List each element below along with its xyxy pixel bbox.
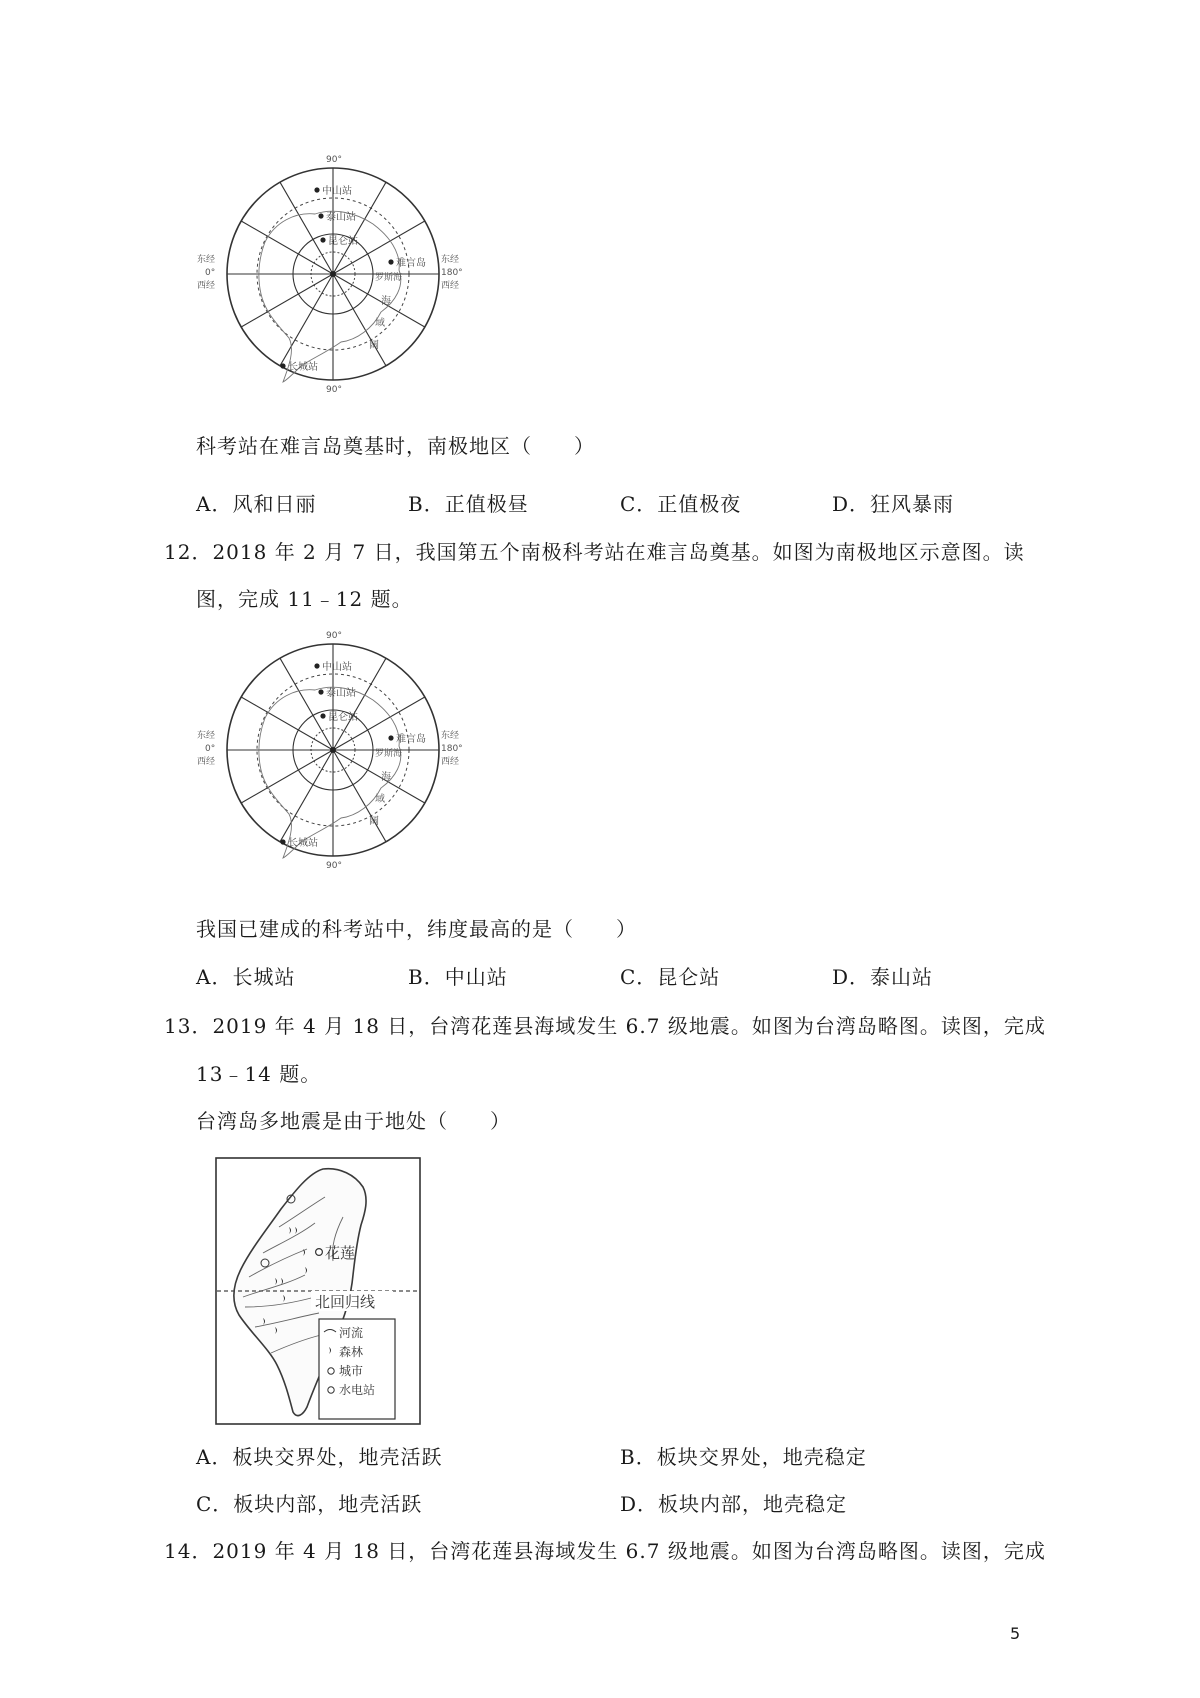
legend-city: 城市 bbox=[339, 1364, 364, 1378]
q11-option-c[interactable]: C．正值极夜 bbox=[620, 492, 742, 516]
station-label: 长城站 bbox=[288, 362, 318, 373]
q14-intro-line1: 14．2019 年 4 月 18 日，台湾花莲县海域发生 6.7 级地震。如图为台湾岛略图。读图，完成 bbox=[164, 1539, 1046, 1563]
station-marker-icon bbox=[388, 735, 393, 740]
q13-option-b[interactable]: B．板块交界处，地壳稳定 bbox=[620, 1445, 867, 1469]
station-marker-icon bbox=[388, 259, 393, 264]
station-marker-icon bbox=[280, 839, 285, 844]
q12-option-d[interactable]: D．泰山站 bbox=[832, 965, 934, 989]
taiwan-map bbox=[215, 1157, 421, 1425]
station-marker-icon bbox=[314, 187, 319, 192]
station-label: 昆仑站 bbox=[328, 236, 358, 247]
q13-intro-line2: 13﹣14 题。 bbox=[196, 1062, 322, 1086]
q13-intro-line1: 13．2019 年 4 月 18 日，台湾花莲县海域发生 6.7 级地震。如图为台湾岛略图。读图，完成 bbox=[164, 1014, 1046, 1038]
tropic-label: 北回归线 bbox=[315, 1293, 376, 1311]
q12-option-a[interactable]: A．长城站 bbox=[196, 965, 296, 989]
station-label: 中山站 bbox=[322, 662, 352, 673]
city-marker-icon bbox=[316, 1249, 323, 1256]
bottom-degree-label: 90° bbox=[326, 861, 342, 871]
left-degree-label: 西经 bbox=[197, 281, 216, 291]
q11-option-a[interactable]: A．风和日丽 bbox=[196, 492, 317, 516]
station-marker-icon bbox=[320, 237, 325, 242]
sea-char: 阔 bbox=[369, 340, 379, 351]
city-label: 花莲 bbox=[325, 1244, 356, 1262]
polar-grid bbox=[197, 631, 463, 871]
q12-option-c[interactable]: C．昆仑站 bbox=[620, 965, 721, 989]
q12-stem: 我国已建成的科考站中，纬度最高的是（ ） bbox=[196, 917, 637, 941]
sea-char: 海 bbox=[381, 772, 391, 783]
station-label: 泰山站 bbox=[326, 212, 356, 223]
station-marker-icon bbox=[318, 213, 323, 218]
sea-char: 海 bbox=[381, 296, 391, 307]
q12-intro-line2: 图，完成 11﹣12 题。 bbox=[196, 587, 413, 611]
polar-grid bbox=[197, 155, 463, 395]
legend-forest: 森林 bbox=[339, 1345, 364, 1359]
sea-label: 罗斯海 bbox=[375, 749, 403, 759]
station-marker-icon bbox=[280, 363, 285, 368]
bottom-degree-label: 90° bbox=[326, 385, 342, 395]
sea-label: 罗斯海 bbox=[375, 273, 403, 283]
right-degree-label: 180° bbox=[441, 268, 463, 278]
right-degree-label: 西经 bbox=[441, 281, 460, 291]
station-label: 中山站 bbox=[322, 186, 352, 197]
left-degree-label: 0° bbox=[205, 744, 216, 754]
q11-option-b[interactable]: B．正值极昼 bbox=[408, 492, 529, 516]
station-marker-icon bbox=[318, 689, 323, 694]
sea-char: 阔 bbox=[369, 816, 379, 827]
station-label: 长城站 bbox=[288, 838, 318, 849]
q13-stem: 台湾岛多地震是由于地处（ ） bbox=[196, 1109, 511, 1133]
station-label: 难言岛 bbox=[396, 258, 426, 269]
right-degree-label: 180° bbox=[441, 744, 463, 754]
antarctica-map-2 bbox=[197, 628, 463, 896]
q12-option-b[interactable]: B．中山站 bbox=[408, 965, 508, 989]
legend-hydropower: 水电站 bbox=[339, 1383, 376, 1397]
station-marker-icon bbox=[320, 713, 325, 718]
q13-option-a[interactable]: A．板块交界处，地壳活跃 bbox=[196, 1445, 443, 1469]
sea-char: 域 bbox=[375, 318, 385, 329]
right-degree-label: 东经 bbox=[441, 731, 460, 741]
q13-option-d[interactable]: D．板块内部，地壳稳定 bbox=[620, 1492, 848, 1516]
q12-intro-line1: 12．2018 年 2 月 7 日，我国第五个南极科考站在难言岛奠基。如图为南极地区示意图。读 bbox=[164, 540, 1025, 564]
station-label: 难言岛 bbox=[396, 734, 426, 745]
right-degree-label: 东经 bbox=[441, 255, 460, 265]
station-marker-icon bbox=[314, 663, 319, 668]
left-degree-label: 0° bbox=[205, 268, 216, 278]
station-label: 昆仑站 bbox=[328, 712, 358, 723]
left-degree-label: 东经 bbox=[197, 731, 216, 741]
station-label: 泰山站 bbox=[326, 688, 356, 699]
left-degree-label: 东经 bbox=[197, 255, 216, 265]
left-degree-label: 西经 bbox=[197, 757, 216, 767]
page-number: 5 bbox=[1010, 1624, 1021, 1643]
top-degree-label: 90° bbox=[326, 155, 342, 165]
q11-stem: 科考站在难言岛奠基时，南极地区（ ） bbox=[196, 434, 595, 458]
sea-char: 域 bbox=[375, 794, 385, 805]
right-degree-label: 西经 bbox=[441, 757, 460, 767]
antarctica-map-1 bbox=[197, 152, 463, 420]
legend-river: 河流 bbox=[339, 1326, 364, 1340]
top-degree-label: 90° bbox=[326, 631, 342, 641]
q11-option-d[interactable]: D．狂风暴雨 bbox=[832, 492, 955, 516]
q13-option-c[interactable]: C．板块内部，地壳活跃 bbox=[196, 1492, 423, 1516]
